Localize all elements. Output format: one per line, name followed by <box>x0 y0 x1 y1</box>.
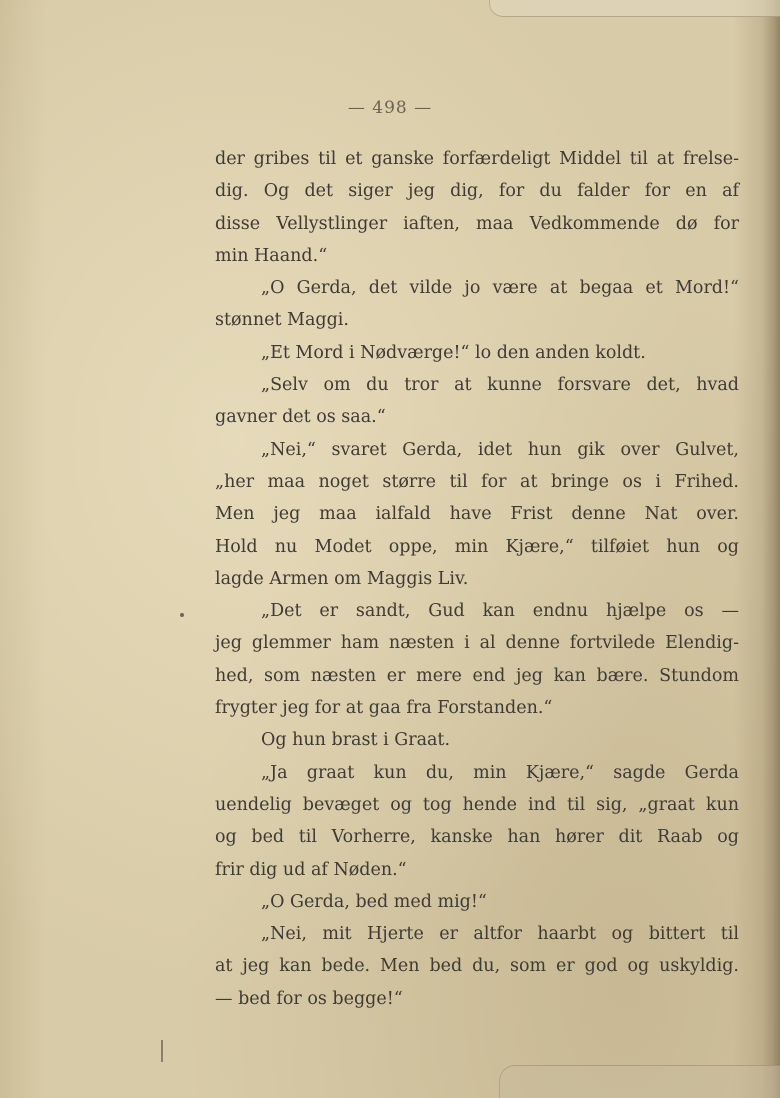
text-line-16: jeg glemmer ham næsten i al denne fortvilede Elendig- <box>215 633 739 654</box>
text-line-17: hed, som næsten er mere end jeg kan bære. Stundom <box>215 665 739 686</box>
text-line-1: der gribes til et ganske forfærdeligt Middel til at frelse- <box>215 149 739 169</box>
body-text <box>215 143 739 1015</box>
text-line-7: „Et Mord i Nødværge!“ lo den anden koldt. <box>261 342 646 363</box>
text-line-15: „Det er sandt, Gud kan endnu hjælpe os — <box>261 601 739 622</box>
text-line-13: Hold nu Modet oppe, min Kjære,“ tilføiet hun og <box>215 536 739 557</box>
text-line-24: „O Gerda, bed med mig!“ <box>261 891 487 912</box>
text-line-22: og bed til Vorherre, kanske han hører dit Raab og <box>215 827 739 848</box>
page-edge-shadow <box>762 0 780 1098</box>
text-line-19: Og hun brast i Graat. <box>261 730 451 751</box>
margin-dot <box>180 613 184 617</box>
page-fold-bottom <box>499 1065 780 1098</box>
page-fold-top <box>489 0 780 17</box>
text-line-9: gavner det os saa.“ <box>215 407 386 428</box>
text-line-23: frir dig ud af Nøden.“ <box>215 859 407 880</box>
text-line-5: „O Gerda, det vilde jo være at begaa et Mord!“ <box>261 278 739 299</box>
text-line-3: disse Vellystlinger iaften, maa Vedkommende dø for <box>215 213 739 234</box>
text-line-26: at jeg kan bede. Men bed du, som er god og uskyldig. <box>215 956 739 977</box>
text-line-25: „Nei, mit Hjerte er altfor haarbt og bittert til <box>261 924 739 945</box>
text-line-4: min Haand.“ <box>215 245 328 266</box>
text-line-20: „Ja graat kun du, min Kjære,“ sagde Gerda <box>261 762 739 783</box>
text-line-8: „Selv om du tror at kunne forsvare det, hvad <box>261 375 739 396</box>
text-line-21: uendelig bevæget og tog hende ind til sig, „graat kun <box>215 794 739 815</box>
text-line-2: dig. Og det siger jeg dig, for du falder for en af <box>215 181 739 202</box>
text-line-10: „Nei,“ svaret Gerda, idet hun gik over Gulvet, <box>261 439 739 460</box>
page-number: — 498 — <box>347 98 433 118</box>
margin-stroke <box>161 1040 163 1062</box>
text-line-6: stønnet Maggi. <box>215 310 349 331</box>
text-line-12: Men jeg maa ialfald have Frist denne Nat over. <box>215 504 739 525</box>
text-line-27: — bed for os begge!“ <box>215 988 403 1009</box>
text-line-14: lagde Armen om Maggis Liv. <box>215 568 469 589</box>
text-line-11: „her maa noget større til for at bringe os i Frihed. <box>215 471 739 492</box>
text-line-18: frygter jeg for at gaa fra Forstanden.“ <box>215 698 553 719</box>
